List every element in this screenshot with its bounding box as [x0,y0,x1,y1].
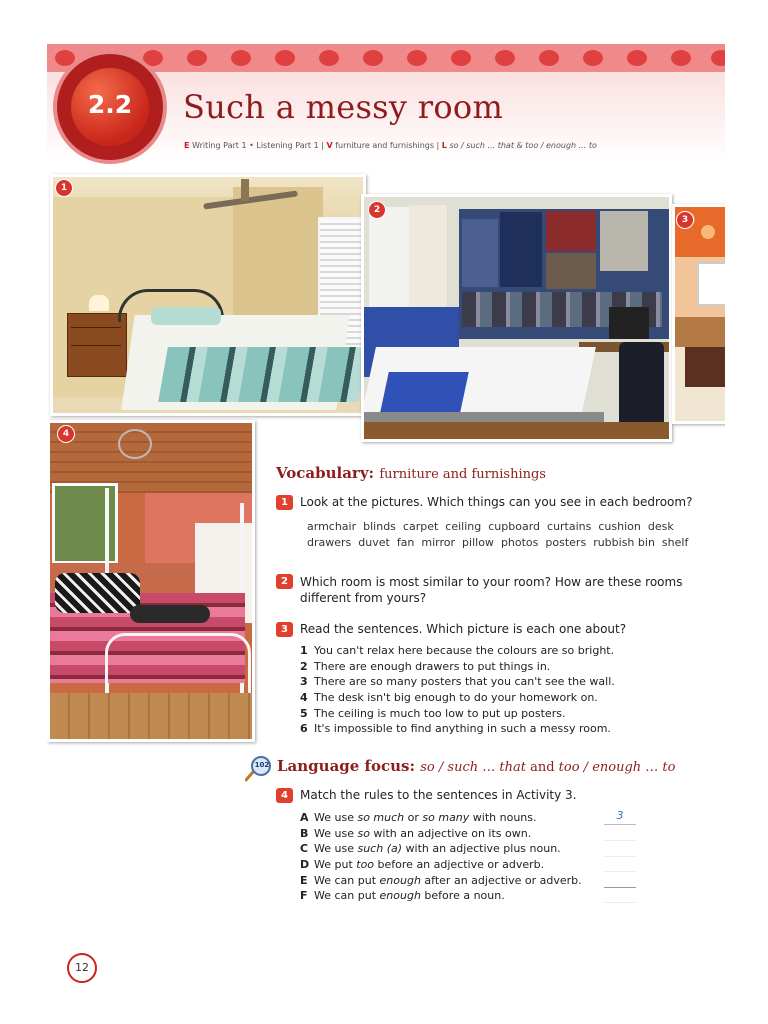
audio-track-number: 102 [254,761,270,769]
word: carpet [402,520,439,533]
bed-frame [364,412,604,422]
sentence-item: 4 The desk isn't big enough to do your homework on. [300,691,598,705]
bedroom-photo-2 [361,194,672,442]
word: cushion [598,520,641,533]
blue-duvet [379,372,469,417]
word: mirror [421,536,456,549]
unit-subtitle: E Writing Part 1 • Listening Part 1 | V furniture and furnishings | L so / such ... that & too / enough ... to [184,141,597,150]
bed-runner [158,347,363,402]
answer-blank-b[interactable] [604,825,636,841]
word: cupboard [488,520,541,533]
word: ceiling [445,520,482,533]
activity-1-question: Look at the pictures. Which things can you see in each bedroom? [300,495,693,509]
word: blinds [363,520,396,533]
activity-3-badge: 3 [276,622,293,637]
photo-number-4: 4 [57,425,75,443]
activity-3-question: Read the sentences. Which picture is each one about? [300,622,627,636]
cushions [55,573,140,613]
bedroom-photo-3 [672,204,725,424]
activity-4-badge: 4 [276,788,293,803]
header-banner [47,44,725,72]
answer-blank-f[interactable] [604,887,636,903]
word: desk [647,520,674,533]
sentence-item: 5 The ceiling is much too low to put up posters. [300,706,566,720]
word: posters [545,536,587,549]
sentence-item: 1 You can't relax here because the colours are so bright. [300,644,615,657]
magnifier-icon [245,756,273,782]
lamp [89,295,109,311]
sentence-item: 6 It's impossible to find anything in such a messy room. [300,722,611,736]
page-title: Such a messy room [183,88,504,126]
word: pillow [462,536,494,549]
word: photos [500,536,539,549]
language-focus-heading: Language focus: so / such … that and too / enough … to [277,757,676,775]
chandelier [118,429,152,459]
sentence-item: 3 There are so many posters that you can't see the wall. [300,675,615,689]
answer-blank-a[interactable]: 3 [604,809,636,825]
activity-4-question: Match the rules to the sentences in Activity 3. [300,788,577,802]
monitor [609,307,649,339]
vocabulary-words-line-1 [307,519,695,535]
rule-item: E We can put enough after an adjective or adverb. [300,873,582,887]
activity-2-badge: 2 [276,574,293,589]
wooden-floor [50,693,252,739]
rule-item: B We use so with an adjective on its own. [300,826,532,840]
answer-blank-e[interactable] [604,872,636,888]
word: duvet [358,536,390,549]
photo-number-1: 1 [55,179,73,197]
word: rubbish bin [593,536,655,549]
rules-list [300,811,582,905]
word: fan [396,536,415,549]
photo-number-3: 3 [676,211,694,229]
page-number: 12 [67,953,97,983]
photo-number-2: 2 [368,201,386,219]
word: shelf [661,536,689,549]
word: curtains [547,520,592,533]
pillows [151,307,221,325]
rule-item: D We put too before an adjective or adverb. [300,858,545,872]
word: drawers [307,536,352,549]
office-chair [619,342,664,432]
bedroom-photo-4 [47,420,255,742]
activity-1-badge: 1 [276,495,293,510]
answer-blank-d[interactable] [604,856,636,872]
unit-badge [57,54,163,160]
vocabulary-heading: Vocabulary: furniture and furnishings [276,464,546,482]
unit-number: 2.2 [87,90,133,119]
word: armchair [307,520,357,533]
rule-item: A We use so much or so many with nouns. [300,811,537,824]
bedroom-photo-1 [50,174,366,416]
rule-item: F We can put enough before a noun. [300,889,505,903]
floor [364,422,669,439]
activity-3-sentences [300,644,615,738]
rule-item: C We use such (a) with an adjective plus noun. [300,842,561,856]
answer-blank-c[interactable] [604,841,636,857]
sentence-item: 2 There are enough drawers to put things in. [300,659,551,673]
vocabulary-word-box [307,519,695,551]
textbook-page [47,44,725,984]
bed-footboard [105,633,251,699]
vocabulary-words-line-2 [307,535,695,551]
activity-2-question: Which room is most similar to your room? How are these rooms different from yours? [300,575,683,605]
